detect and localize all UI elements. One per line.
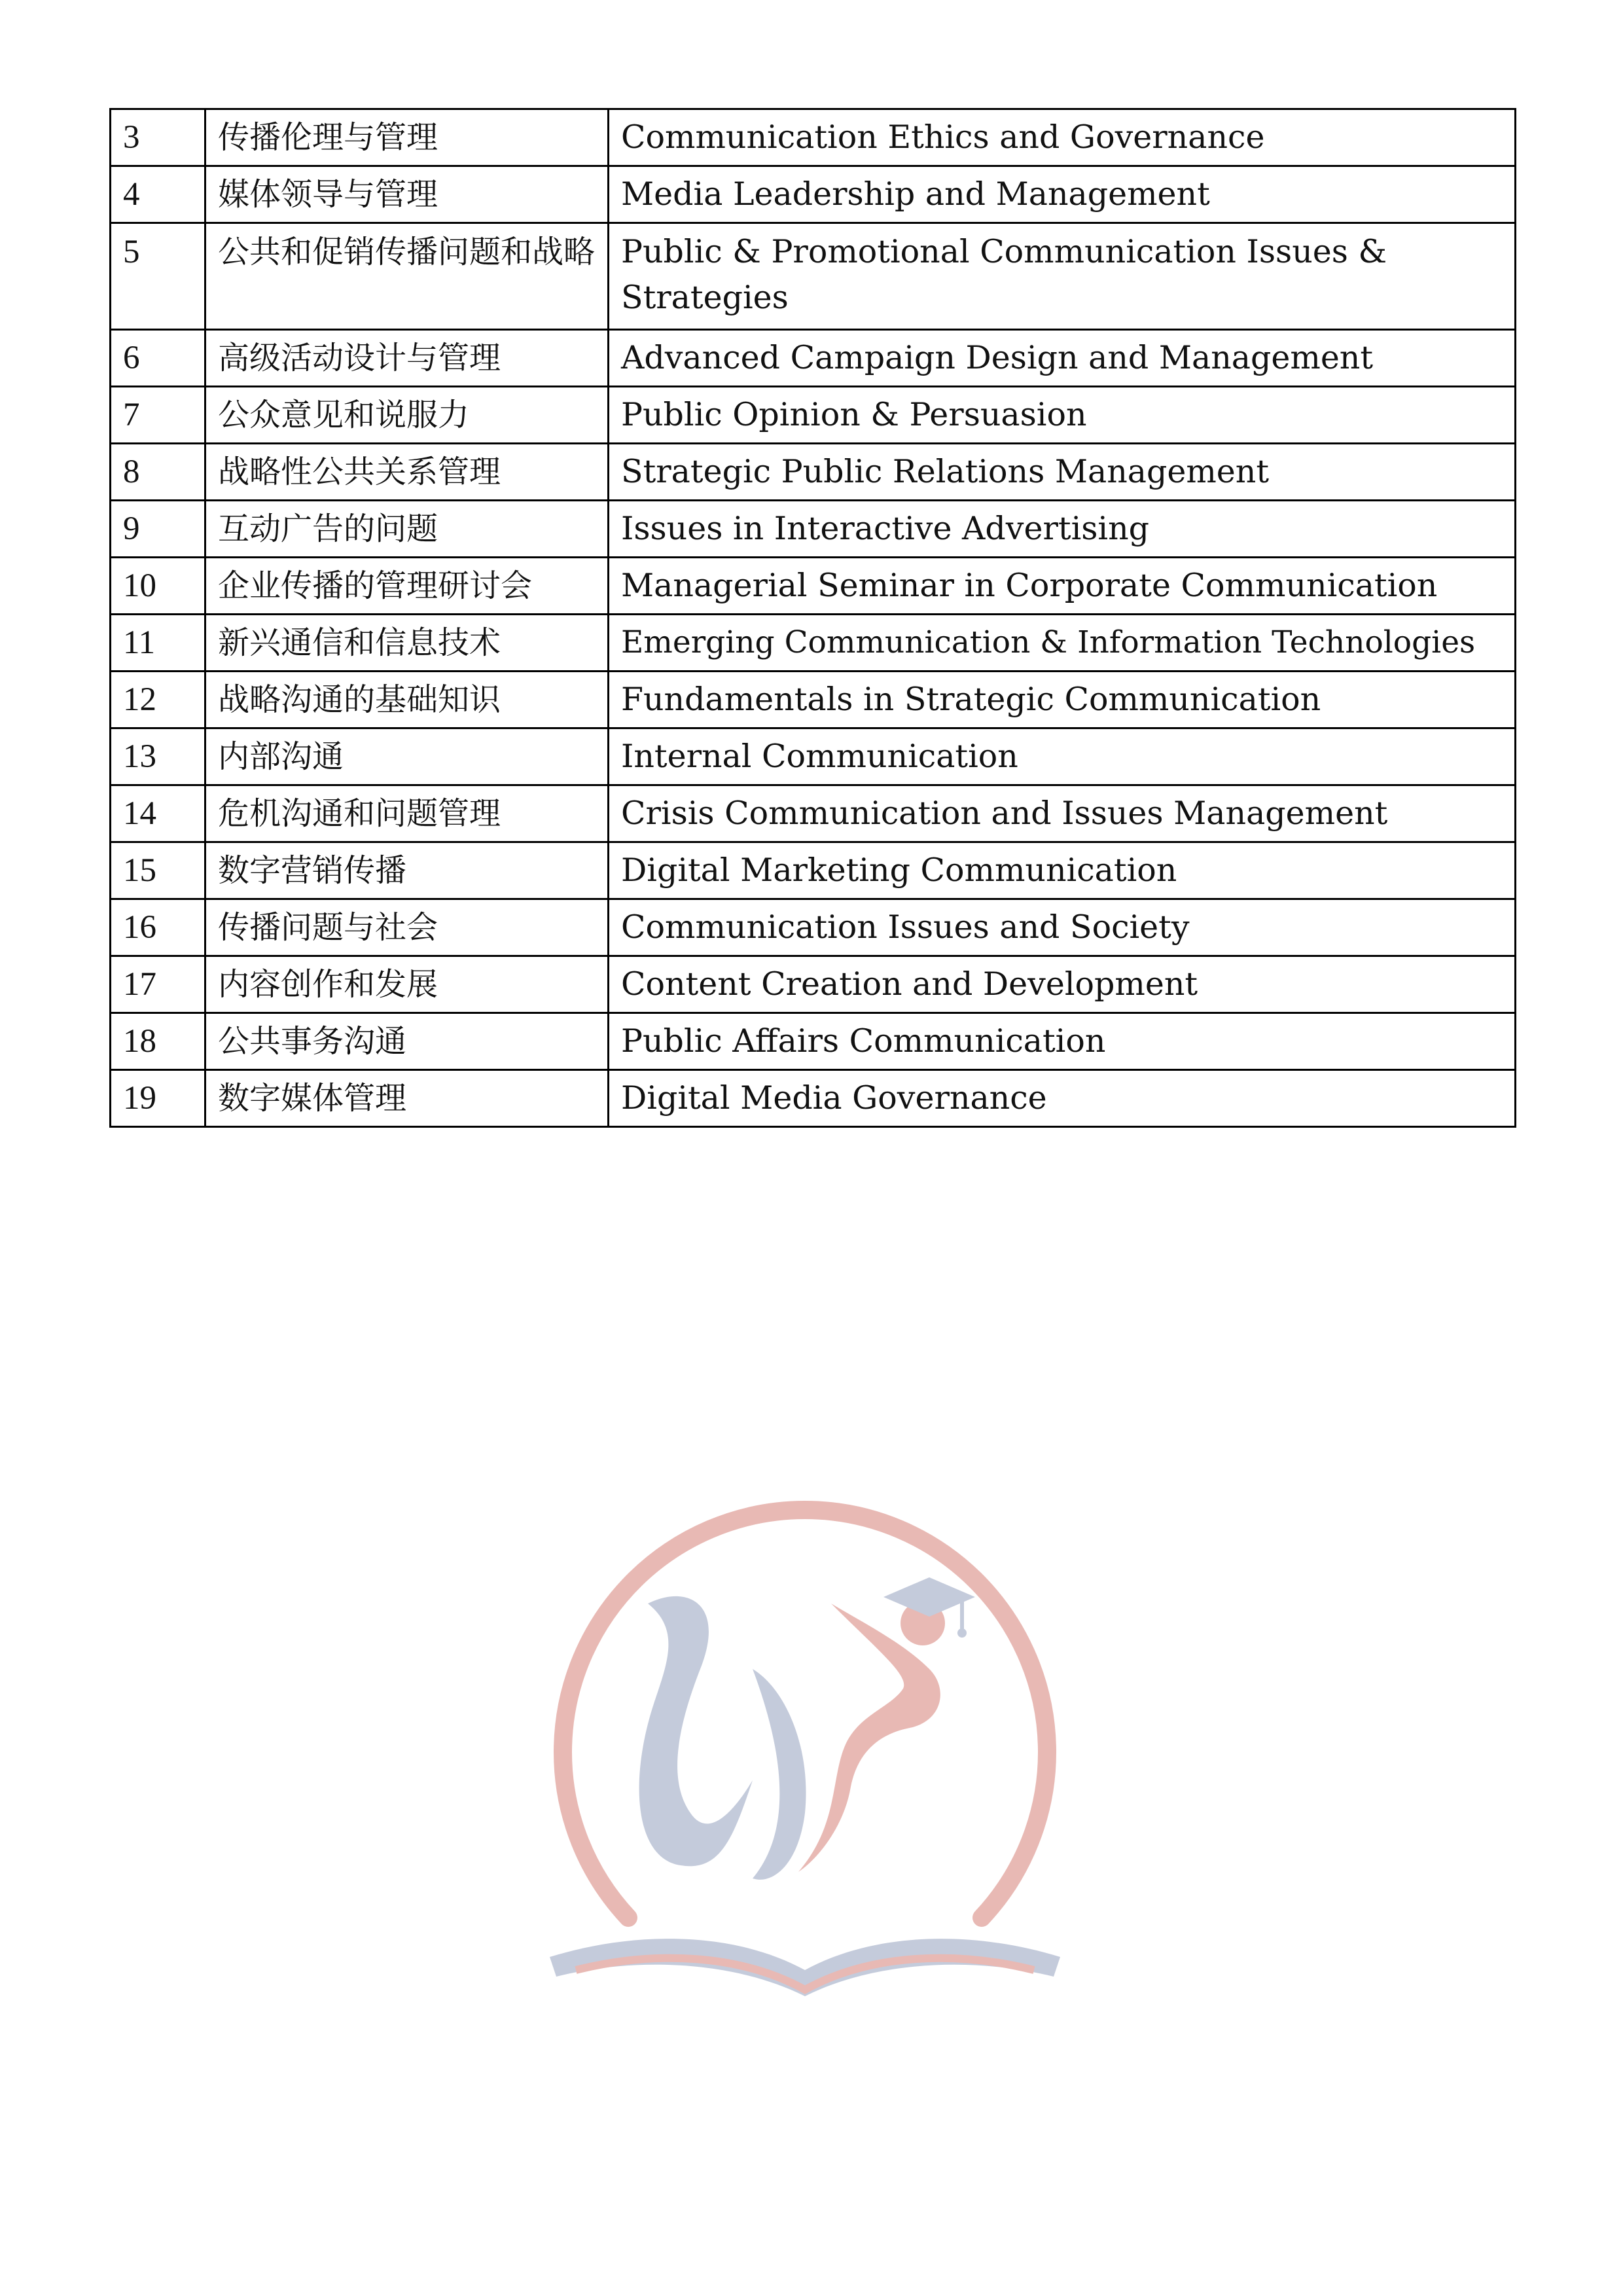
row-number-cell: 9: [111, 501, 205, 558]
course-table: [109, 108, 1516, 1128]
chinese-title-cell: 公共事务沟通: [205, 1013, 609, 1070]
watermark-logo: [537, 1473, 1073, 2022]
chinese-title-cell: 战略沟通的基础知识: [205, 672, 609, 728]
chinese-title-cell: 内部沟通: [205, 728, 609, 785]
english-title-cell: Strategic Public Relations Management: [609, 444, 1516, 501]
english-title-cell: Managerial Seminar in Corporate Communication: [609, 558, 1516, 615]
row-number-cell: 3: [111, 109, 205, 166]
english-title-cell: Digital Marketing Communication: [609, 842, 1516, 899]
english-title-cell: Media Leadership and Management: [609, 166, 1516, 223]
row-number-cell: 17: [111, 956, 205, 1013]
table-row: [111, 330, 1516, 387]
row-number-cell: 4: [111, 166, 205, 223]
table-row: [111, 899, 1516, 956]
row-number-cell: 16: [111, 899, 205, 956]
chinese-title-cell: 公共和促销传播问题和战略: [205, 223, 609, 330]
table-row: [111, 558, 1516, 615]
table-row: [111, 166, 1516, 223]
english-title-cell: Crisis Communication and Issues Management: [609, 785, 1516, 842]
chinese-title-cell: 传播问题与社会: [205, 899, 609, 956]
table-row: [111, 842, 1516, 899]
english-title-cell: Public Opinion & Persuasion: [609, 387, 1516, 444]
row-number-cell: 8: [111, 444, 205, 501]
table-row: [111, 387, 1516, 444]
table-row: [111, 444, 1516, 501]
english-title-cell: Issues in Interactive Advertising: [609, 501, 1516, 558]
table-row: [111, 109, 1516, 166]
row-number-cell: 5: [111, 223, 205, 330]
row-number-cell: 11: [111, 615, 205, 672]
table-row: [111, 1013, 1516, 1070]
chinese-title-cell: 数字媒体管理: [205, 1070, 609, 1127]
chinese-title-cell: 企业传播的管理研讨会: [205, 558, 609, 615]
table-row: [111, 956, 1516, 1013]
english-title-cell: Emerging Communication & Information Technologies: [609, 615, 1516, 672]
table-row: [111, 728, 1516, 785]
english-title-cell: Public & Promotional Communication Issues & Strategies: [609, 223, 1516, 330]
english-title-cell: Internal Communication: [609, 728, 1516, 785]
table-row: [111, 615, 1516, 672]
table-row: [111, 785, 1516, 842]
english-title-cell: Communication Issues and Society: [609, 899, 1516, 956]
chinese-title-cell: 媒体领导与管理: [205, 166, 609, 223]
row-number-cell: 15: [111, 842, 205, 899]
row-number-cell: 13: [111, 728, 205, 785]
row-number-cell: 14: [111, 785, 205, 842]
chinese-title-cell: 新兴通信和信息技术: [205, 615, 609, 672]
course-table-body: [111, 109, 1516, 1127]
english-title-cell: Public Affairs Communication: [609, 1013, 1516, 1070]
chinese-title-cell: 互动广告的问题: [205, 501, 609, 558]
english-title-cell: Content Creation and Development: [609, 956, 1516, 1013]
chinese-title-cell: 内容创作和发展: [205, 956, 609, 1013]
row-number-cell: 10: [111, 558, 205, 615]
chinese-title-cell: 数字营销传播: [205, 842, 609, 899]
english-title-cell: Fundamentals in Strategic Communication: [609, 672, 1516, 728]
logo-circle-icon: [563, 1510, 1047, 1918]
chinese-title-cell: 高级活动设计与管理: [205, 330, 609, 387]
table-row: [111, 223, 1516, 330]
watermark-logo-graphic: [537, 1473, 1073, 2022]
english-title-cell: Communication Ethics and Governance: [609, 109, 1516, 166]
row-number-cell: 19: [111, 1070, 205, 1127]
row-number-cell: 12: [111, 672, 205, 728]
chinese-title-cell: 战略性公共关系管理: [205, 444, 609, 501]
row-number-cell: 18: [111, 1013, 205, 1070]
chinese-title-cell: 危机沟通和问题管理: [205, 785, 609, 842]
row-number-cell: 7: [111, 387, 205, 444]
logo-letter-left-icon: [639, 1596, 753, 1866]
table-row: [111, 1070, 1516, 1127]
logo-letter-middle-icon: [753, 1669, 806, 1880]
english-title-cell: Digital Media Governance: [609, 1070, 1516, 1127]
english-title-cell: Advanced Campaign Design and Management: [609, 330, 1516, 387]
chinese-title-cell: 公众意见和说服力: [205, 387, 609, 444]
chinese-title-cell: 传播伦理与管理: [205, 109, 609, 166]
table-row: [111, 672, 1516, 728]
row-number-cell: 6: [111, 330, 205, 387]
table-row: [111, 501, 1516, 558]
